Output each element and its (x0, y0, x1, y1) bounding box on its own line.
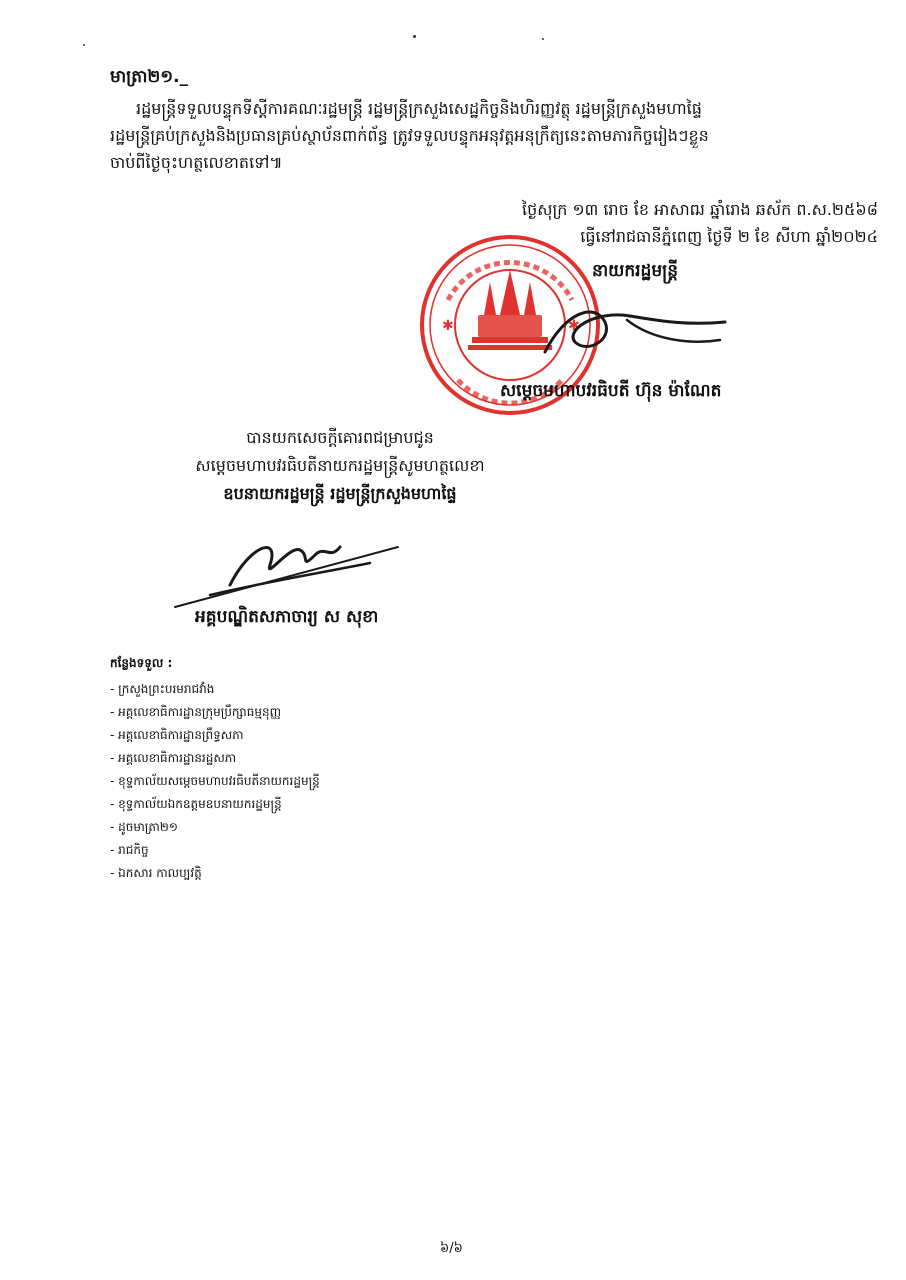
recipient-item: - ឯកសារ កាលប្បវត្តិ (110, 866, 202, 880)
lunar-date: ថ្ងៃសុក្រ ១៣ រោច ខែ អាសាឍ ឆ្នាំរោង ឆស័ក ព.ស.២៥៦៨ (521, 200, 878, 219)
scan-speck (413, 35, 416, 38)
page-number: ៦/៦ (440, 1241, 463, 1256)
recipient-item: - ដូចមាត្រា២១ (110, 820, 178, 834)
solar-date: ធ្វើនៅរាជធានីភ្នំពេញ ថ្ងៃទី ២ ខែ សីហា ឆ្នាំ២០២៤ (580, 227, 878, 246)
forwarding-block (110, 424, 570, 508)
recipient-item: - ខុទ្ទកាល័យឯកឧត្តមឧបនាយករដ្ឋមន្ត្រី (110, 797, 282, 811)
recipient-item: - ខុទ្ទកាល័យសម្តេចមហាបវរធិបតីនាយករដ្ឋមន្ត្រី (110, 774, 320, 788)
recipient-item: - អគ្គលេខាធិការដ្ឋានក្រុមប្រឹក្សាធម្មនុញ្ញ (110, 705, 282, 719)
forwarding-line: បានយកសេចក្តីគោរពជម្រាបជូន (246, 428, 434, 447)
article-heading: មាត្រា២១._ (110, 67, 189, 87)
prime-minister-signature (535, 292, 735, 372)
forwarding-line: សម្តេចមហាបវរធិបតីនាយករដ្ឋមន្ត្រីសូមហត្ថលេខា (195, 456, 485, 475)
deputy-pm-signature (170, 525, 410, 615)
signatory-title: នាយករដ្ឋមន្ត្រី (592, 261, 678, 281)
signatory-name: សម្តេចមហាបវរធិបតី ហ៊ុន ម៉ាណែត (500, 381, 722, 401)
scan-speck (542, 38, 544, 40)
recipient-item: - អគ្គលេខាធិការដ្ឋានរដ្ឋសភា (110, 751, 237, 765)
recipients-title: កន្លែងទទួល : (110, 656, 173, 670)
deputy-pm-name: អគ្គបណ្ឌិតសភាចារ្យ ស សុខា (195, 607, 379, 627)
article-body (110, 95, 858, 176)
svg-text:✱: ✱ (442, 318, 454, 334)
article-line: រដ្ឋមន្ត្រីទទួលបន្ទុកទីស្តីការគណៈរដ្ឋមន្ត្រី រដ្ឋមន្ត្រីក្រសួងសេដ្ឋកិច្ចនិងហិរញ្ញវត្ថុ រដ្ឋមន្ត្រីក្រសួងមហាផ្ទៃ (136, 99, 702, 118)
article-line: ចាប់ពីថ្ងៃចុះហត្ថលេខាតទៅ៕ (110, 153, 283, 172)
forwarding-title: ឧបនាយករដ្ឋមន្ត្រី រដ្ឋមន្ត្រីក្រសួងមហាផ្ទៃ (223, 484, 457, 503)
recipient-item: - ក្រសួងព្រះបរមរាជវាំង (110, 682, 215, 696)
svg-text:✱: ✱ (568, 318, 580, 334)
recipients-list (110, 678, 320, 885)
article-line: រដ្ឋមន្ត្រីគ្រប់ក្រសួងនិងប្រធានគ្រប់ស្ថាប័នពាក់ព័ន្ធ ត្រូវទទួលបន្ទុកអនុវត្តអនុក្រឹត្យនេះតាមភារកិច្ចរៀងៗខ្លួន (110, 126, 709, 145)
recipient-item: - អគ្គលេខាធិការដ្ឋានព្រឹទ្ធសភា (110, 728, 244, 742)
recipient-item: - រាជកិច្ច (110, 843, 149, 857)
scan-speck (83, 44, 85, 46)
